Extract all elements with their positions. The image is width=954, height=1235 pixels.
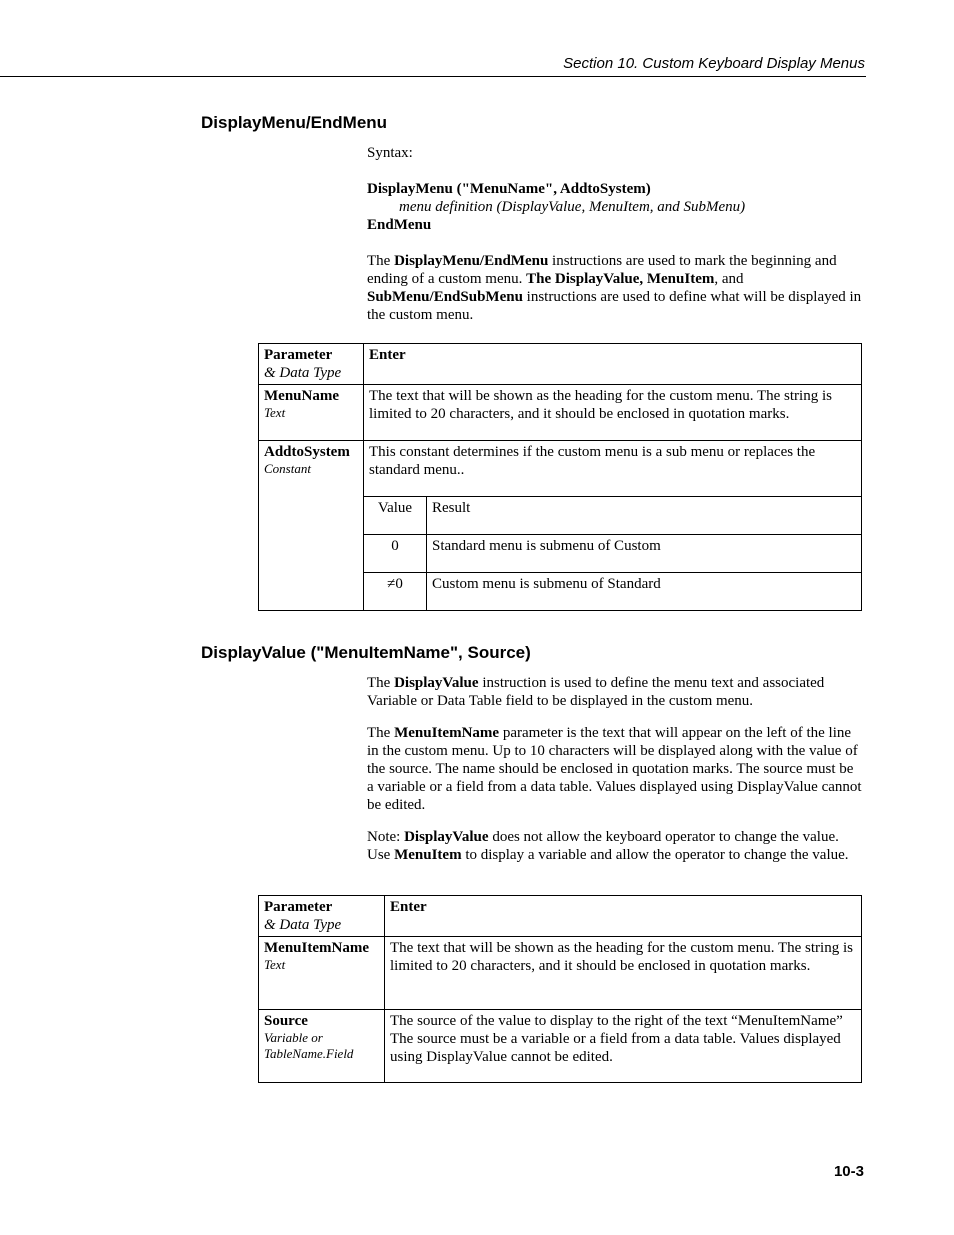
subtable-result: Standard menu is submenu of Custom: [427, 535, 862, 573]
syntax-label: Syntax:: [367, 145, 413, 161]
table-row: [259, 1010, 862, 1083]
table-row: [259, 385, 862, 441]
table-row: [259, 441, 862, 611]
displayvalue-parameter-table: [258, 895, 862, 1083]
desc-cell-with-subtable: [364, 441, 862, 611]
header-cell-parameter: Parameter & Data Type: [259, 344, 364, 385]
table-header-row: [259, 896, 862, 937]
value-result-subtable: [363, 496, 862, 611]
table-header-row: [259, 344, 862, 385]
displayvalue-note: Note: DisplayValue does not allow the keyboard operator to change the value. Use MenuItem to display a variable and allow the operator to change the value.: [367, 829, 849, 863]
subtable-header-row: [364, 497, 862, 535]
desc-text: This constant determines if the custom menu is a sub menu or replaces the standard menu..: [369, 444, 816, 478]
displayvalue-paragraph-1: The DisplayValue instruction is used to define the menu text and associated Variable or Data Table field to be displayed in the custom menu.: [367, 675, 825, 709]
param-cell: AddtoSystem Constant: [259, 441, 364, 611]
displaymenu-description: The DisplayMenu/EndMenu instructions are used to mark the beginning and ending of a custom menu. The DisplayValue, MenuItem, and SubMenu/EndSubMenu instructions are used to define what will be displayed in the custom menu.: [367, 253, 862, 323]
syntax-line-2: menu definition (DisplayValue, MenuItem, and SubMenu): [399, 199, 746, 215]
subtable-header-result: Result: [427, 497, 862, 535]
param-cell: MenuName Text: [259, 385, 364, 441]
desc-cell: The text that will be shown as the heading for the custom menu. The string is limited to 20 characters, and it should be enclosed in quotation marks.: [385, 937, 862, 1010]
desc-cell: The text that will be shown as the heading for the custom menu. The string is limited to 20 characters, and it should be enclosed in quotation marks.: [364, 385, 862, 441]
displayvalue-paragraph-2: The MenuItemName parameter is the text that will appear on the left of the line in the custom menu. Up to 10 characters will be displayed along with the value of the source. The name should be enclosed in quotation marks. The source must be a variable or a field from a data table. Values displayed using DisplayValue cannot be edited.: [367, 725, 862, 813]
desc-cell: The source of the value to display to the right of the text “MenuItemName” The source must be a variable or a field from a data table. Values displayed using DisplayValue cannot be edited.: [385, 1010, 862, 1083]
header-cell-parameter: Parameter & Data Type: [259, 896, 385, 937]
table-row: [259, 937, 862, 1010]
param-cell: Source Variable or TableName.Field: [259, 1010, 385, 1083]
subtable-result: Custom menu is submenu of Standard: [427, 573, 862, 611]
header-cell-enter: Enter: [385, 896, 862, 937]
subtable-value: 0: [364, 535, 427, 573]
subtable-header-value: Value: [364, 497, 427, 535]
syntax-line-3: EndMenu: [367, 217, 432, 233]
param-cell: MenuItemName Text: [259, 937, 385, 1010]
subtable-row: [364, 535, 862, 573]
subtable-value: ≠0: [364, 573, 427, 611]
section-heading-displayvalue: DisplayValue ("MenuItemName", Source): [201, 643, 531, 662]
section-heading-displaymenu: DisplayMenu/EndMenu: [201, 113, 388, 132]
subtable-row: [364, 573, 862, 611]
header-cell-enter: Enter: [364, 344, 862, 385]
displaymenu-parameter-table: [258, 343, 862, 611]
syntax-block: [367, 180, 862, 234]
syntax-line-1: DisplayMenu ("MenuName", AddtoSystem): [367, 181, 651, 197]
running-header: Section 10. Custom Keyboard Display Menus: [563, 55, 865, 72]
header-rule: [0, 76, 866, 77]
page-number: 10-3: [833, 1163, 864, 1180]
